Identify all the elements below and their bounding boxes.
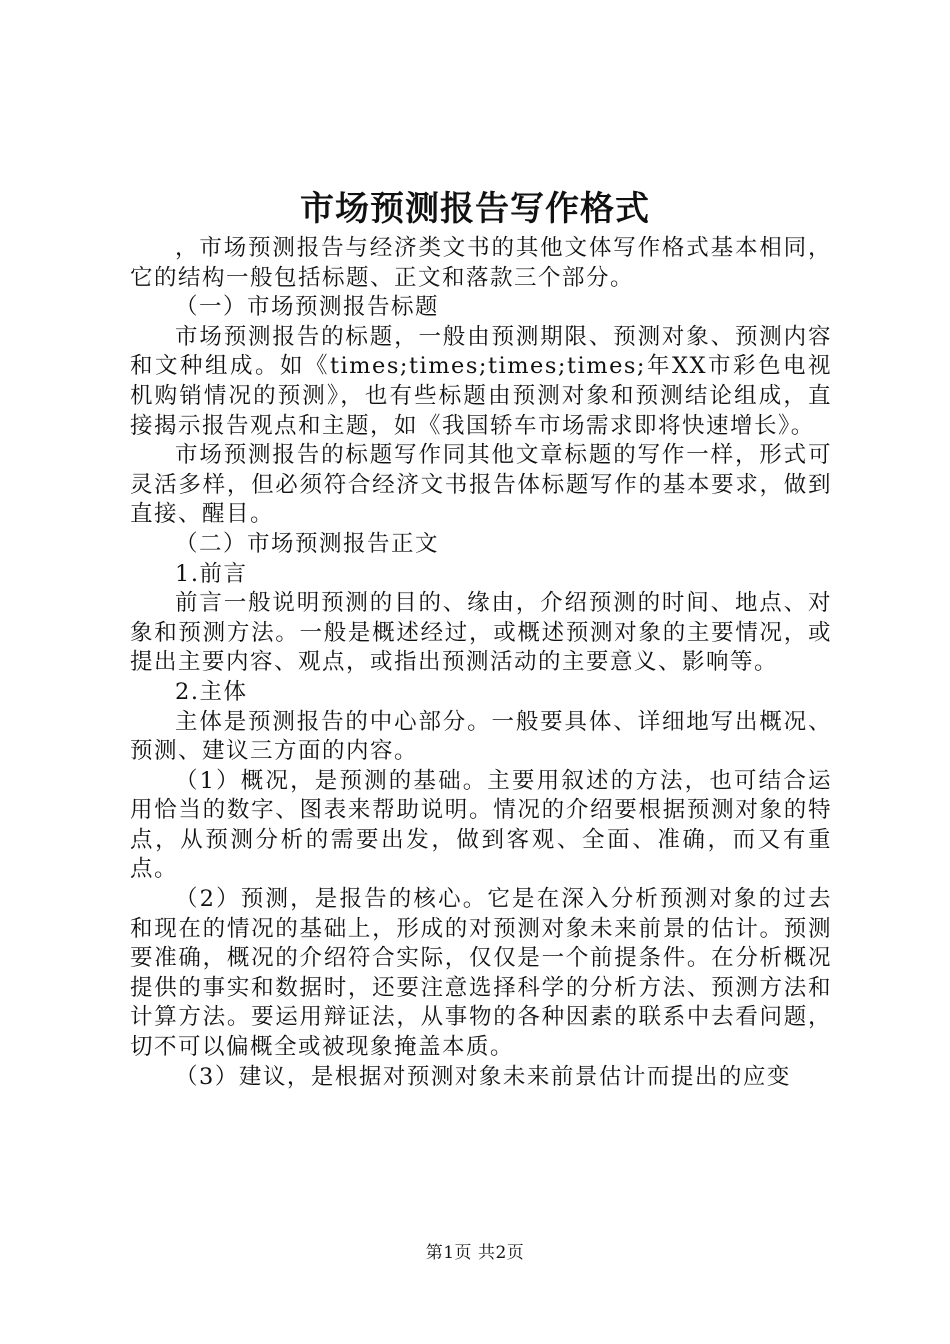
- section-heading-title: （一）市场预测报告标题: [175, 294, 440, 321]
- page-footer: 第1页 共2页: [425, 1243, 525, 1263]
- paragraph-title-requirements: 市场预测报告的标题写作同其他文章标题的写作一样，形式可灵活多样，但必须符合经济文书报告体标题写作的基本要求，做到直接、醒目。: [130, 442, 832, 528]
- subheading-preface: 1.前言: [175, 560, 248, 587]
- paragraph-suggestion: （3）建议，是根据对预测对象未来前景估计而提出的应变: [175, 1063, 791, 1090]
- document-title: 市场预测报告写作格式: [300, 189, 650, 229]
- paragraph-title-composition: 市场预测报告的标题，一般由预测期限、预测对象、预测内容和文种组成。如《times;times;times;times;年XX市彩色电视机购销情况的预测》，也有些标题由预测对象和预测结论组成，直接揭示报告观点和主题，如《我国轿车市场需求即将快速增长》。: [130, 323, 832, 439]
- document-body: [130, 234, 832, 1092]
- paragraph-intro: ，市场预测报告与经济类文书的其他文体写作格式基本相同，它的结构一般包括标题、正文和落款三个部分。: [130, 235, 832, 291]
- paragraph-overview: （1）概况，是预测的基础。主要用叙述的方法，也可结合运用恰当的数字、图表来帮助说明。情况的介绍要根据预测对象的特点，从预测分析的需要出发，做到客观、全面、准确，而又有重点。: [130, 767, 832, 883]
- section-heading-body: （二）市场预测报告正文: [175, 530, 440, 557]
- paragraph-main-body: 主体是预测报告的中心部分。一般要具体、详细地写出概况、预测、建议三方面的内容。: [130, 708, 832, 765]
- subheading-main-body: 2.主体: [175, 678, 248, 705]
- paragraph-preface: 前言一般说明预测的目的、缘由，介绍预测的时间、地点、对象和预测方法。一般是概述经过，或概述预测对象的主要情况，或提出主要内容、观点，或指出预测活动的主要意义、影响等。: [130, 590, 832, 676]
- paragraph-forecast: （2）预测，是报告的核心。它是在深入分析预测对象的过去和现在的情况的基础上，形成的对预测对象未来前景的估计。预测要准确，概况的介绍符合实际，仅仅是一个前提条件。在分析概况提供的事实和数据时，还要注意选择科学的分析方法、预测方法和计算方法。要运用辩证法，从事物的各种因素的联系中去看问题，切不可以偏概全或被现象掩盖本质。: [130, 886, 832, 1061]
